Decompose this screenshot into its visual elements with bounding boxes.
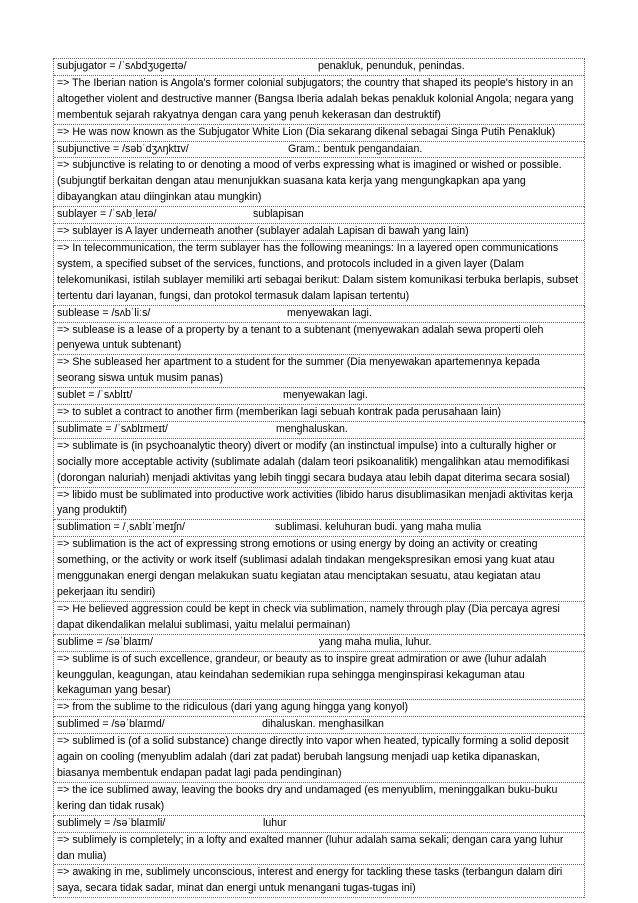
dictionary-entry <box>53 520 585 634</box>
entry-example-line: => He believed aggression could be kept in check via sublimation, namely through play (Dia percaya agresi dapat dikendalikan melalui sublimasi, yaitu melalui permainan) <box>54 602 584 635</box>
dictionary-entry <box>53 207 585 305</box>
entry-example-line: => sublime is of such excellence, grandeur, or beauty as to inspire great admiration or awe (luhur adalah keunggulan, keagungan, atau keindahan sedemikian rupa sehingga menginspirasi kekaguman atau kekaguman yang besar) <box>54 652 584 701</box>
entry-headword-line <box>54 635 584 652</box>
entry-example-line: => sublimed is (of a solid substance) change directly into vapor when heated, typically forming a solid deposit again on cooling (menyublim adalah (dari zat padat) berubah langsung menjadi uap ketika dipanaskan, biasanya membentuk endapan padat lagi pada pendinginan) <box>54 734 584 783</box>
entry-headword-line <box>54 520 584 537</box>
dictionary-entry <box>53 306 585 389</box>
entry-gloss: luhur <box>263 816 287 829</box>
dictionary-entry <box>53 59 585 142</box>
entry-example-line: => sublimate is (in psychoanalytic theory) divert or modify (an instinctual impulse) into a culturally higher or socially more acceptable activity (sublimate adalah (dalam teori psikoanalitik) mengalihkan atau memodifikasi (dorongan naluriah) menjadi aktivitas yang lebih tinggi secara budaya atau lebih dapat diterima secara sosial) <box>54 439 584 488</box>
entry-headword-line <box>54 59 584 76</box>
entry-headword-line <box>54 388 584 405</box>
entry-term: subjunctive = /səbˈdʒʌŋktɪv/ <box>57 142 189 155</box>
entry-term: sublime = /səˈblaɪm/ <box>57 635 153 648</box>
entry-example-line: => sublease is a lease of a property by a tenant to a subtenant (menyewakan adalah sewa properti oleh penyewa untuk subtenant) <box>54 323 584 356</box>
dictionary-entry <box>53 635 585 718</box>
entry-gloss: menyewakan lagi. <box>287 306 372 319</box>
entry-example-line: => subjunctive is relating to or denoting a mood of verbs expressing what is imagined or wished or possible. (subjungtif berkaitan dengan atau menunjukkan suasana kata kerja yang mengungkapkan apa yang dibayangkan atau diinginkan atau mungkin) <box>54 158 584 207</box>
entry-example-line: => awaking in me, sublimely unconscious, interest and energy for tackling these tasks (terbangun dalam diri saya, secara tidak sadar, minat dan energi untuk menangani tugas-tugas ini) <box>54 865 584 898</box>
entry-headword-line <box>54 717 584 734</box>
dictionary-entry <box>53 388 585 422</box>
entry-example-line: => The Iberian nation is Angola's former colonial subjugators; the country that shaped its people's history in an altogether violent and destructive manner (Bangsa Iberia adalah bekas penakluk kolonial Angola; negara yang membentuk sejarah rakyatnya dengan cara yang penuh kekerasan dan destruktif) <box>54 76 584 125</box>
entry-gloss: Gram.: bentuk pengandaian. <box>288 142 423 155</box>
entry-example-line: => sublimation is the act of expressing strong emotions or using energy by doing an activity or creating something, or the activity or work itself (sublimasi adalah tindakan mengekspresikan emosi yang kuat atau menggunakan energi dengan melakukan suatu kegiatan atau menciptakan sesuatu, atau kegiatan atau pekerjaan itu sendiri) <box>54 537 584 602</box>
entry-term: sublimate = /ˈsʌblɪmeɪt/ <box>57 422 168 435</box>
entry-gloss: menyewakan lagi. <box>283 389 368 402</box>
entry-gloss: sublimasi. keluhuran budi. yang maha mulia <box>275 521 482 534</box>
entry-gloss: dihaluskan. menghasilkan <box>262 718 384 731</box>
entry-term: sublayer = /ˈsʌbˌleɪə/ <box>57 208 157 221</box>
entry-term: sublimation = /ˌsʌblɪˈmeɪʃn/ <box>57 521 185 534</box>
entry-example-line: => He was now known as the Subjugator White Lion (Dia sekarang dikenal sebagai Singa Putih Penakluk) <box>54 125 584 142</box>
entry-term: sublimed = /səˈblaɪmd/ <box>57 718 165 731</box>
entry-example-line: => to sublet a contract to another firm (memberikan lagi sebuah kontrak pada perusahaan lain) <box>54 405 584 422</box>
dictionary-entry <box>53 142 585 208</box>
entry-term: sublease = /sʌbˈliːs/ <box>57 306 151 319</box>
entry-headword-line <box>54 422 584 439</box>
dictionary-entry <box>53 717 585 815</box>
entry-term: sublimely = /səˈblaɪmli/ <box>57 816 166 829</box>
entry-example-line: => from the sublime to the ridiculous (dari yang agung hingga yang konyol) <box>54 700 584 717</box>
entry-gloss: penakluk, penunduk, penindas. <box>318 60 465 72</box>
entry-example-line: => libido must be sublimated into productive work activities (libido harus disublimasikan menjadi aktivitas kerja yang produktif) <box>54 488 584 521</box>
entry-example-line: => the ice sublimed away, leaving the books dry and undamaged (es menyublim, meninggalkan buku-buku kering dan tidak rusak) <box>54 783 584 816</box>
entry-headword-line <box>54 142 584 159</box>
entry-headword-line <box>54 207 584 224</box>
entry-gloss: sublapisan <box>253 208 304 221</box>
entry-gloss: menghaluskan. <box>276 422 348 435</box>
entry-example-line: => sublayer is A layer underneath another (sublayer adalah Lapisan di bawah yang lain) <box>54 224 584 241</box>
entry-example-line: => In telecommunication, the term sublayer has the following meanings: In a layered open communications system, a specified subset of the services, functions, and protocols included in a given layer (Dalam telekomunikasi, istilah sublayer memiliki arti sebagai berikut: Dalam sistem komunikasi terbuka berlapis, subset tertentu dari layanan, fungsi, dan protokol termasuk dalam lapisan tertentu) <box>54 241 584 306</box>
dictionary-entry <box>53 816 585 899</box>
dictionary-document <box>53 58 585 898</box>
entry-headword-line <box>54 306 584 323</box>
entry-example-line: => She subleased her apartment to a student for the summer (Dia menyewakan apartemennya kepada seorang siswa untuk musim panas) <box>54 355 584 388</box>
entry-example-line: => sublimely is completely; in a lofty and exalted manner (luhur adalah sama sekali; dengan cara yang luhur dan mulia) <box>54 833 584 866</box>
entry-headword-line <box>54 816 584 833</box>
entry-gloss: yang maha mulia, luhur. <box>319 635 432 648</box>
dictionary-entry <box>53 422 585 520</box>
entry-term: subjugator = /ˈsʌbdʒʊɡeɪtə/ <box>57 60 187 72</box>
entry-term: sublet = /ˈsʌblɪt/ <box>57 389 133 402</box>
